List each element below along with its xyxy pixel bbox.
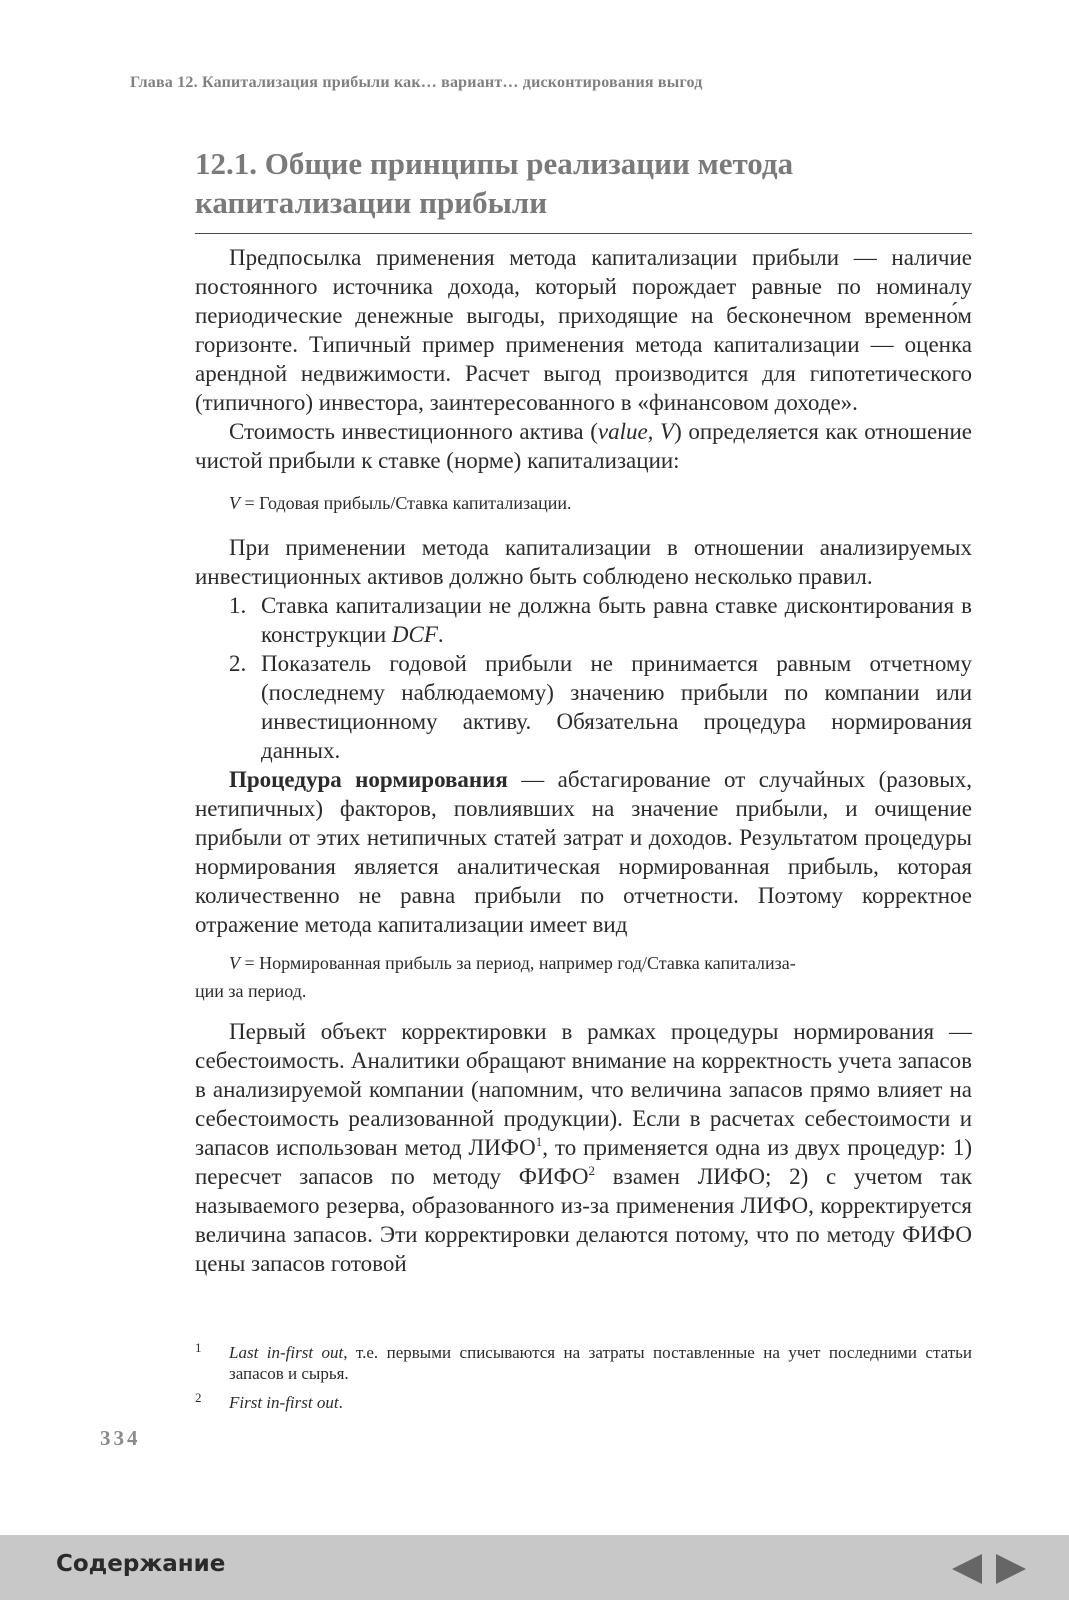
section-title <box>195 144 975 222</box>
triangle-left-icon <box>950 1553 984 1585</box>
paragraph-normalization <box>195 765 972 939</box>
formula-annual-profit <box>229 489 972 517</box>
paragraph-value-definition <box>195 417 972 475</box>
footnote-text: . <box>338 1393 343 1412</box>
formula-text-continued: ции за период. <box>195 981 307 1001</box>
formula-normalized-profit <box>195 949 972 1005</box>
formula-text: = Годовая прибыль/Ставка капитализации. <box>240 493 572 513</box>
list-item-text: Ставка капитализации не должна быть равна ставке дисконтирования в конструкции <box>261 593 972 647</box>
navigation-bar <box>0 1535 1069 1600</box>
title-divider <box>195 233 972 234</box>
footnote <box>195 1342 972 1384</box>
table-of-contents-link[interactable]: Содержание <box>56 1551 226 1577</box>
list-item <box>195 649 972 765</box>
triangle-right-icon <box>994 1553 1028 1585</box>
main-text <box>195 243 972 1278</box>
footnote <box>195 1392 972 1413</box>
paragraph-cost-adjustment <box>195 1017 972 1278</box>
rules-list <box>195 591 972 765</box>
text-run: Первый объект корректировки в рамках процедуры нормирования — себестоимость. Аналитики обращают внимание на корректность учета запасов в анализируемой компании (напомним, что величина запасов прямо влияет на себестоимость реализованной продукции). Если в расчетах себестоимости и запасов использован метод ЛИФО <box>195 1019 972 1160</box>
list-item-text: Показатель годовой прибыли не принимается равным отчетному (последнему наблюдаемому) значению прибыли по компании или инвестиционному активу. Обязательна процедура нормирования данных. <box>261 651 972 763</box>
italic-term: value, V <box>597 419 675 444</box>
list-item-text: . <box>437 622 444 647</box>
formula-text: = Нормированная прибыль за период, например год/Ставка капитализа- <box>240 953 796 973</box>
footnote-text: , т.е. первыми списываются на затраты поставленные на учет последними статьи запасов и сырья. <box>229 1343 972 1383</box>
footnote-mark: 1 <box>195 1340 202 1355</box>
formula-variable: V <box>229 493 240 513</box>
formula-variable: V <box>229 953 240 973</box>
section-title-line-1: 12.1. Общие принципы реализации метода <box>195 146 794 181</box>
list-item <box>195 591 972 649</box>
footnote-ref[interactable]: 2 <box>588 1163 596 1178</box>
paragraph-rules-intro: При применении метода капитализации в отношении анализируемых инвестиционных активов должно быть соблюдено несколько правил. <box>195 535 972 589</box>
text-run: Стоимость инвестиционного актива ( <box>229 419 598 444</box>
previous-page-button[interactable] <box>950 1553 984 1585</box>
footnote-term: Last in-first out <box>229 1343 344 1362</box>
footnotes <box>195 1342 972 1421</box>
footnote-term: First in-first out <box>229 1393 339 1412</box>
page-number: 334 <box>100 1426 141 1450</box>
paragraph-premise: Предпосылка применения метода капитализации прибыли — наличие постоянного источника дохода, который порождает равные по номиналу периодические денежные выгоды, приходящие на бесконечном временно́м горизонте. Типичный пример применения метода капитализации — оценка арендной недвижимости. Расчет выгод производится для гипотетического (типичного) инвестора, заинтересованного в «финансовом доходе». <box>195 245 972 415</box>
text-run: ) определяется как отношение чистой прибыли к ставке (норме) капитализации: <box>195 419 973 473</box>
text-run: — абстагирование от случайных (разовых, нетипичных) факторов, повлиявших на значение прибыли, и очищение прибыли от этих нетипичных статей затрат и доходов. Результатом процедуры нормирования является аналитическая нормированная прибыль, которая количественно не равна прибыли по отчетности. Поэтому корректное отражение метода капитализации имеет вид <box>195 767 973 937</box>
footnote-mark: 2 <box>195 1390 202 1405</box>
italic-term: DCF <box>391 622 438 647</box>
text-run: , то применяется одна из двух процедур: 1) пересчет запасов по методу ФИФО <box>195 1135 972 1189</box>
next-page-button[interactable] <box>994 1553 1028 1585</box>
running-header: Глава 12. Капитализация прибыли как… вариант… дисконтирования выгод <box>130 74 703 91</box>
text-run: взамен ЛИФО; 2) с учетом так называемого резерва, образованного из-за применения ЛИФО, корректируется величина запасов. Эти корректировки делаются потому, что по методу ФИФО цены запасов готовой <box>195 1164 972 1276</box>
bold-term: Процедура нормирования <box>229 767 508 792</box>
list-item-number: 2. <box>229 651 247 676</box>
section-title-line-2: капитализации прибыли <box>195 185 548 220</box>
list-item-number: 1. <box>229 593 247 618</box>
footnote-ref[interactable]: 1 <box>535 1134 543 1149</box>
